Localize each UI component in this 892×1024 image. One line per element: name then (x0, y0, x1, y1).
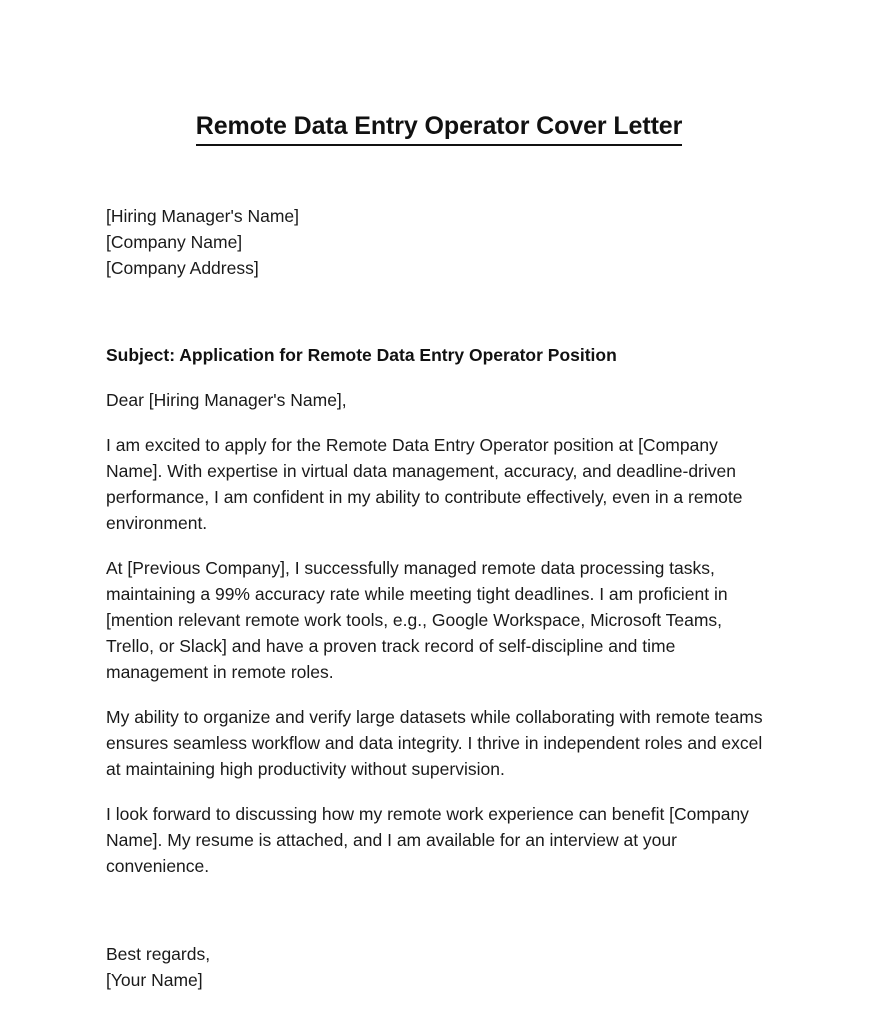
body-paragraph-4: I look forward to discussing how my remote work experience can benefit [Company Name]. My resume is attached, and I am available for an interview at your convenience. (106, 804, 749, 876)
document-title-text: Remote Data Entry Operator Cover Letter (196, 110, 683, 146)
document-title (106, 0, 772, 146)
recipient-line-company-name: [Company Name] (106, 232, 243, 252)
salutation: Dear [Hiring Manager's Name], (106, 390, 347, 410)
signature-name: [Your Name] (106, 970, 203, 990)
closing-block (106, 941, 772, 993)
valediction: Best regards, (106, 944, 211, 964)
body-paragraph-1: I am excited to apply for the Remote Data Entry Operator position at [Company Name]. With expertise in virtual data management, accuracy, and deadline-driven performance, I am confident in my ability to contribute effectively, even in a remote environment. (106, 435, 743, 533)
body-paragraph-3: My ability to organize and verify large datasets while collaborating with remote teams ensures seamless workflow and data integrity. I thrive in independent roles and excel at maintaining high productivity without supervision. (106, 707, 763, 779)
recipient-line-company-address: [Company Address] (106, 258, 259, 278)
subject-line: Subject: Application for Remote Data Entry Operator Position (106, 345, 617, 365)
body-paragraph-2: At [Previous Company], I successfully managed remote data processing tasks, maintaining a 99% accuracy rate while meeting tight deadlines. I am proficient in [mention relevant remote work tools, e.g., Google Workspace, Microsoft Teams, Trello, or Slack] and have a proven track record of self-discipline and time management in remote roles. (106, 558, 728, 682)
recipient-line-hiring-manager: [Hiring Manager's Name] (106, 206, 299, 226)
recipient-address-block (106, 203, 772, 281)
document-content (106, 0, 772, 993)
